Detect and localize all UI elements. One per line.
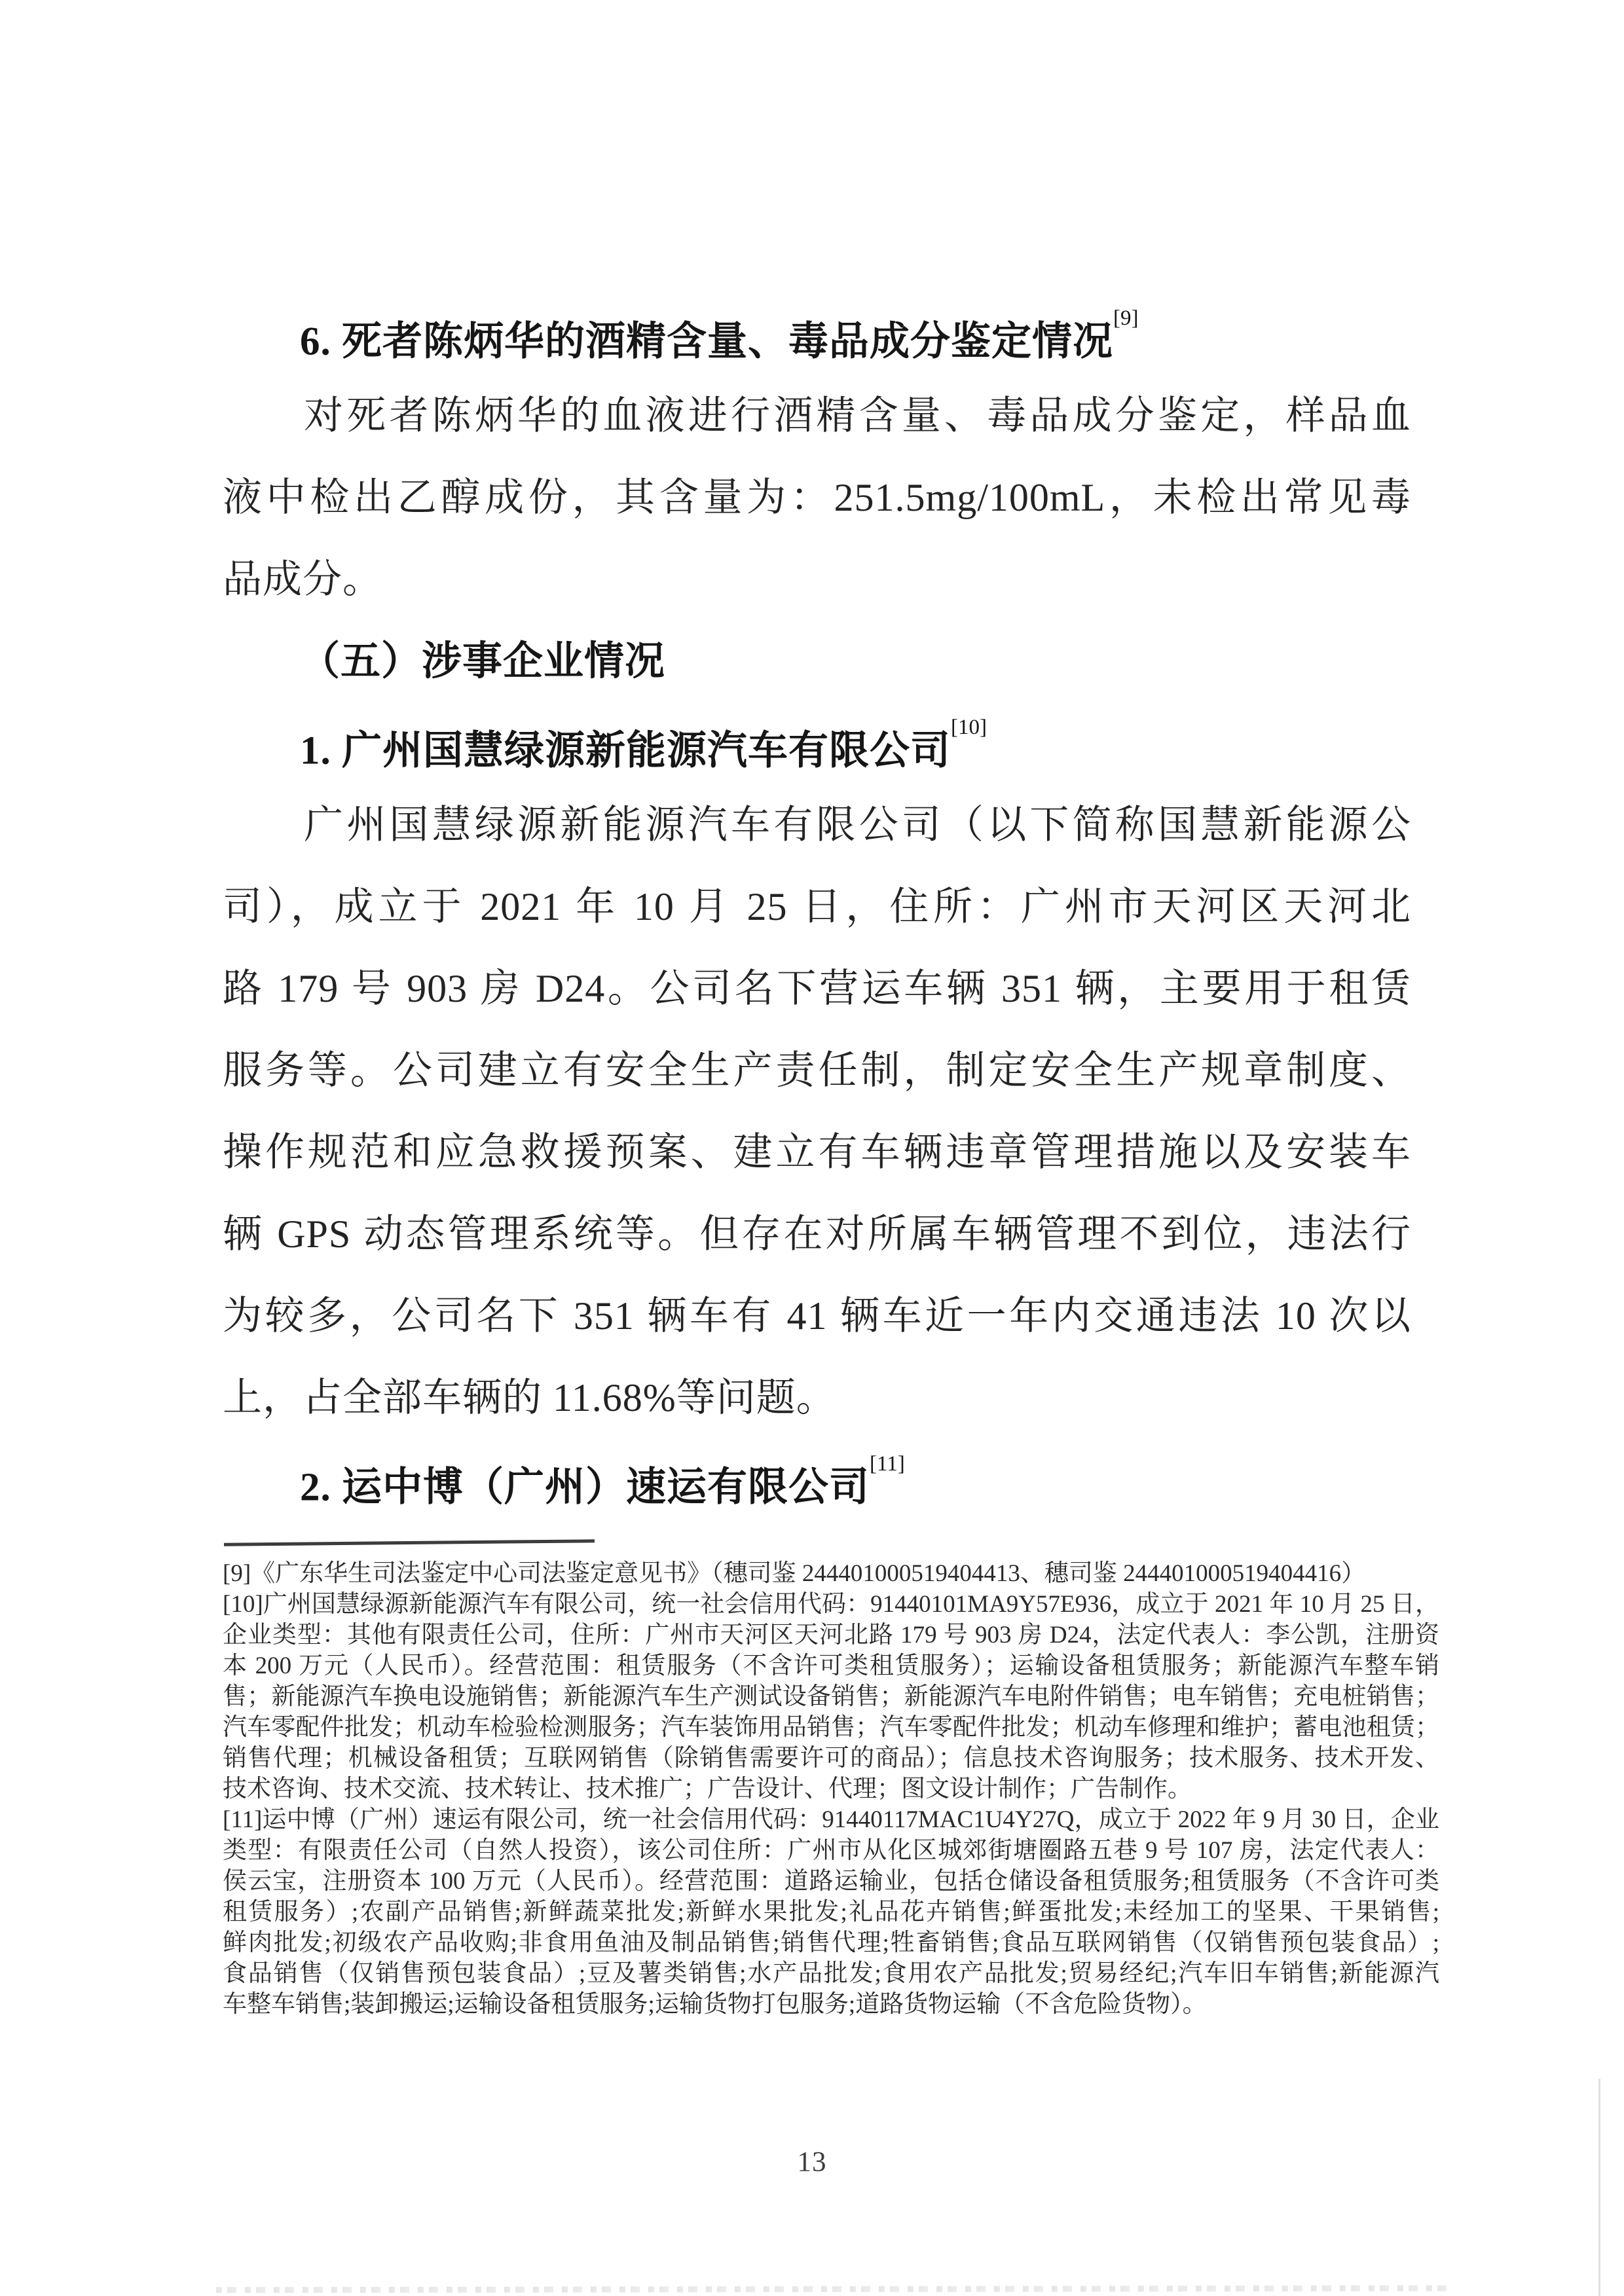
footnote-reference-marker: [10] xyxy=(951,716,987,739)
paragraph-line: 服务等。公司建立有安全生产责任制，制定安全生产规章制度、 xyxy=(223,1049,1411,1092)
section-heading xyxy=(223,702,1411,784)
footnote-line: 企业类型：其他有限责任公司，住所：广州市天河区天河北路 179 号 903 房 D24，法定代表人：李公凯，注册资 xyxy=(223,1622,1439,1649)
paragraph-line: 上，占全部车辆的 11.68%等问题。 xyxy=(223,1376,836,1419)
section-heading xyxy=(223,1439,1411,1521)
paragraph-line: 操作规范和应急救援预案、建立有车辆违章管理措施以及安装车 xyxy=(223,1131,1411,1174)
footnote-line: 销售代理；机械设备租赁；互联网销售（除销售需要许可的商品）；信息技术咨询服务；技术服务、技术开发、 xyxy=(223,1745,1439,1772)
section-heading-text: 1. 广州国慧绿源新能源汽车有限公司 xyxy=(300,729,951,773)
footnote-line: 售；新能源汽车换电设施销售；新能源汽车生产测试设备销售；新能源汽车电附件销售；电车销售；充电桩销售； xyxy=(223,1683,1439,1710)
paragraph-line: 为较多，公司名下 351 辆车有 41 辆车近一年内交通违法 10 次以 xyxy=(223,1294,1411,1338)
document-body xyxy=(223,293,1411,1521)
section-heading xyxy=(223,621,1411,702)
footnote-line: 类型：有限责任公司（自然人投资），该公司住所：广州市从化区城郊街塘圈路五巷 9 号 107 房，法定代表人： xyxy=(223,1837,1439,1864)
footnote-line: 汽车零配件批发；机动车检验检测服务；汽车装饰用品销售；汽车零配件批发；机动车修理和维护；蓄电池租赁； xyxy=(223,1714,1439,1741)
footnote-reference-marker: [11] xyxy=(870,1452,905,1476)
footnote-line: 鲜肉批发;初级农产品收购;非食用鱼油及制品销售;销售代理;牲畜销售;食品互联网销售（仅销售预包装食品）; xyxy=(223,1929,1439,1956)
footnote-line: 技术咨询、技术交流、技术转让、技术推广；广告设计、代理；图文设计制作；广告制作。 xyxy=(223,1776,1192,1802)
paragraph-line: 对死者陈炳华的血液进行酒精含量、毒品成分鉴定，样品血 xyxy=(304,394,1411,437)
section-heading xyxy=(223,293,1411,375)
paragraph-line: 辆 GPS 动态管理系统等。但存在对所属车辆管理不到位，违法行 xyxy=(223,1212,1411,1256)
footnote-line: 车整车销售;装卸搬运;运输设备租赁服务;运输货物打包服务;道路货物运输（不含危险货物）。 xyxy=(223,1991,1207,2018)
page-number: 13 xyxy=(797,2147,827,2178)
section-heading-text: 2. 运中博（广州）速运有限公司 xyxy=(300,1465,870,1510)
scan-edge-artifact xyxy=(1598,2079,1600,2296)
footnote-line: 本 200 万元（人民币）。经营范围：租赁服务（不含许可类租赁服务）；运输设备租赁服务；新能源汽车整车销 xyxy=(223,1652,1439,1679)
footnote-line: [9]《广东华生司法鉴定中心司法鉴定意见书》（穗司鉴 244401000519404413、穗司鉴 244401000519404416） xyxy=(223,1560,1366,1587)
footnote-line: [11]运中博（广州）速运有限公司，统一社会信用代码：91440117MAC1U4Y27Q，成立于 2022 年 9 月 30 日，企业 xyxy=(223,1806,1439,1833)
footnote-line: 租赁服务）;农副产品销售;新鲜蔬菜批发;新鲜水果批发;礼品花卉销售;鲜蛋批发;未经加工的坚果、干果销售; xyxy=(223,1899,1439,1925)
section-heading-text: （五）涉事企业情况 xyxy=(300,640,666,683)
scan-artifact-strip xyxy=(216,2286,1447,2293)
footnotes-section xyxy=(223,1558,1439,2020)
paragraph-line: 司），成立于 2021 年 10 月 25 日，住所：广州市天河区天河北 xyxy=(223,885,1411,928)
footnote-line: 侯云宝，注册资本 100 万元（人民币）。经营范围：道路运输业，包括仓储设备租赁服务;租赁服务（不含许可类 xyxy=(223,1868,1439,1895)
paragraph-line: 品成分。 xyxy=(223,558,382,601)
footnote-reference-marker: [9] xyxy=(1113,306,1139,330)
paragraph-line: 路 179 号 903 房 D24。公司名下营运车辆 351 辆，主要用于租赁 xyxy=(223,967,1411,1010)
paragraph-line: 液中检出乙醇成份，其含量为：251.5mg/100mL，未检出常见毒 xyxy=(223,476,1411,519)
footnote-line: [10]广州国慧绿源新能源汽车有限公司，统一社会信用代码：91440101MA9Y57E936，成立于 2021 年 10 月 25 日， xyxy=(223,1591,1439,1618)
section-heading-text: 6. 死者陈炳华的酒精含量、毒品成分鉴定情况 xyxy=(300,319,1114,364)
paragraph-line: 广州国慧绿源新能源汽车有限公司（以下简称国慧新能源公 xyxy=(304,803,1411,847)
footnote-separator-line xyxy=(224,1539,595,1546)
footnote-line: 食品销售（仅销售预包装食品）;豆及薯类销售;水产品批发;食用农产品批发;贸易经纪;汽车旧车销售;新能源汽 xyxy=(223,1960,1439,1987)
